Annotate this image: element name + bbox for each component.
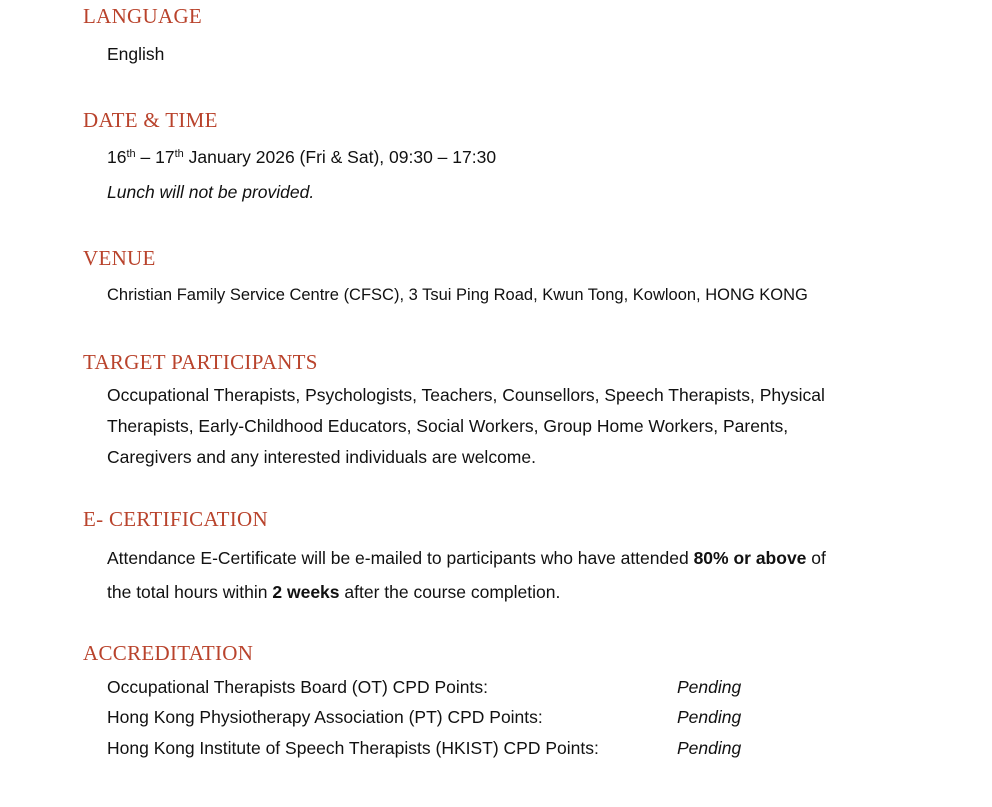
certification-heading: E- CERTIFICATION — [83, 507, 268, 531]
participants-heading: TARGET PARTICIPANTS — [83, 350, 318, 374]
accreditation-label-hkist: Hong Kong Institute of Speech Therapists (HKIST) CPD Points: — [107, 738, 599, 758]
accreditation-label-ot: Occupational Therapists Board (OT) CPD Points: — [107, 677, 488, 697]
venue-heading: VENUE — [83, 246, 156, 270]
datetime-heading: DATE & TIME — [83, 108, 218, 132]
participants-line-3: Caregivers and any interested individuals are welcome. — [107, 447, 536, 467]
accreditation-label-pt: Hong Kong Physiotherapy Association (PT) CPD Points: — [107, 707, 543, 727]
lunch-note: Lunch will not be provided. — [107, 182, 315, 202]
language-heading: LANGUAGE — [83, 4, 203, 28]
participants-line-1: Occupational Therapists, Psychologists, Teachers, Counsellors, Speech Therapists, Physical — [107, 385, 825, 405]
language-value: English — [107, 44, 165, 64]
certification-line-1: Attendance E-Certificate will be e-mailed to participants who have attended 80% or above of — [107, 548, 826, 568]
accreditation-status-pt: Pending — [677, 707, 742, 727]
datetime-value: 16th – 17th January 2026 (Fri & Sat), 09:30 – 17:30 — [107, 147, 497, 167]
venue-address: Christian Family Service Centre (CFSC), 3 Tsui Ping Road, Kwun Tong, Kowloon, HONG KONG — [107, 286, 808, 304]
participants-line-2: Therapists, Early-Childhood Educators, Social Workers, Group Home Workers, Parents, — [107, 416, 789, 436]
certification-line-2: the total hours within 2 weeks after the course completion. — [107, 582, 561, 602]
accreditation-status-hkist: Pending — [677, 738, 742, 758]
accreditation-status-ot: Pending — [677, 677, 742, 697]
accreditation-heading: ACCREDITATION — [83, 641, 254, 665]
